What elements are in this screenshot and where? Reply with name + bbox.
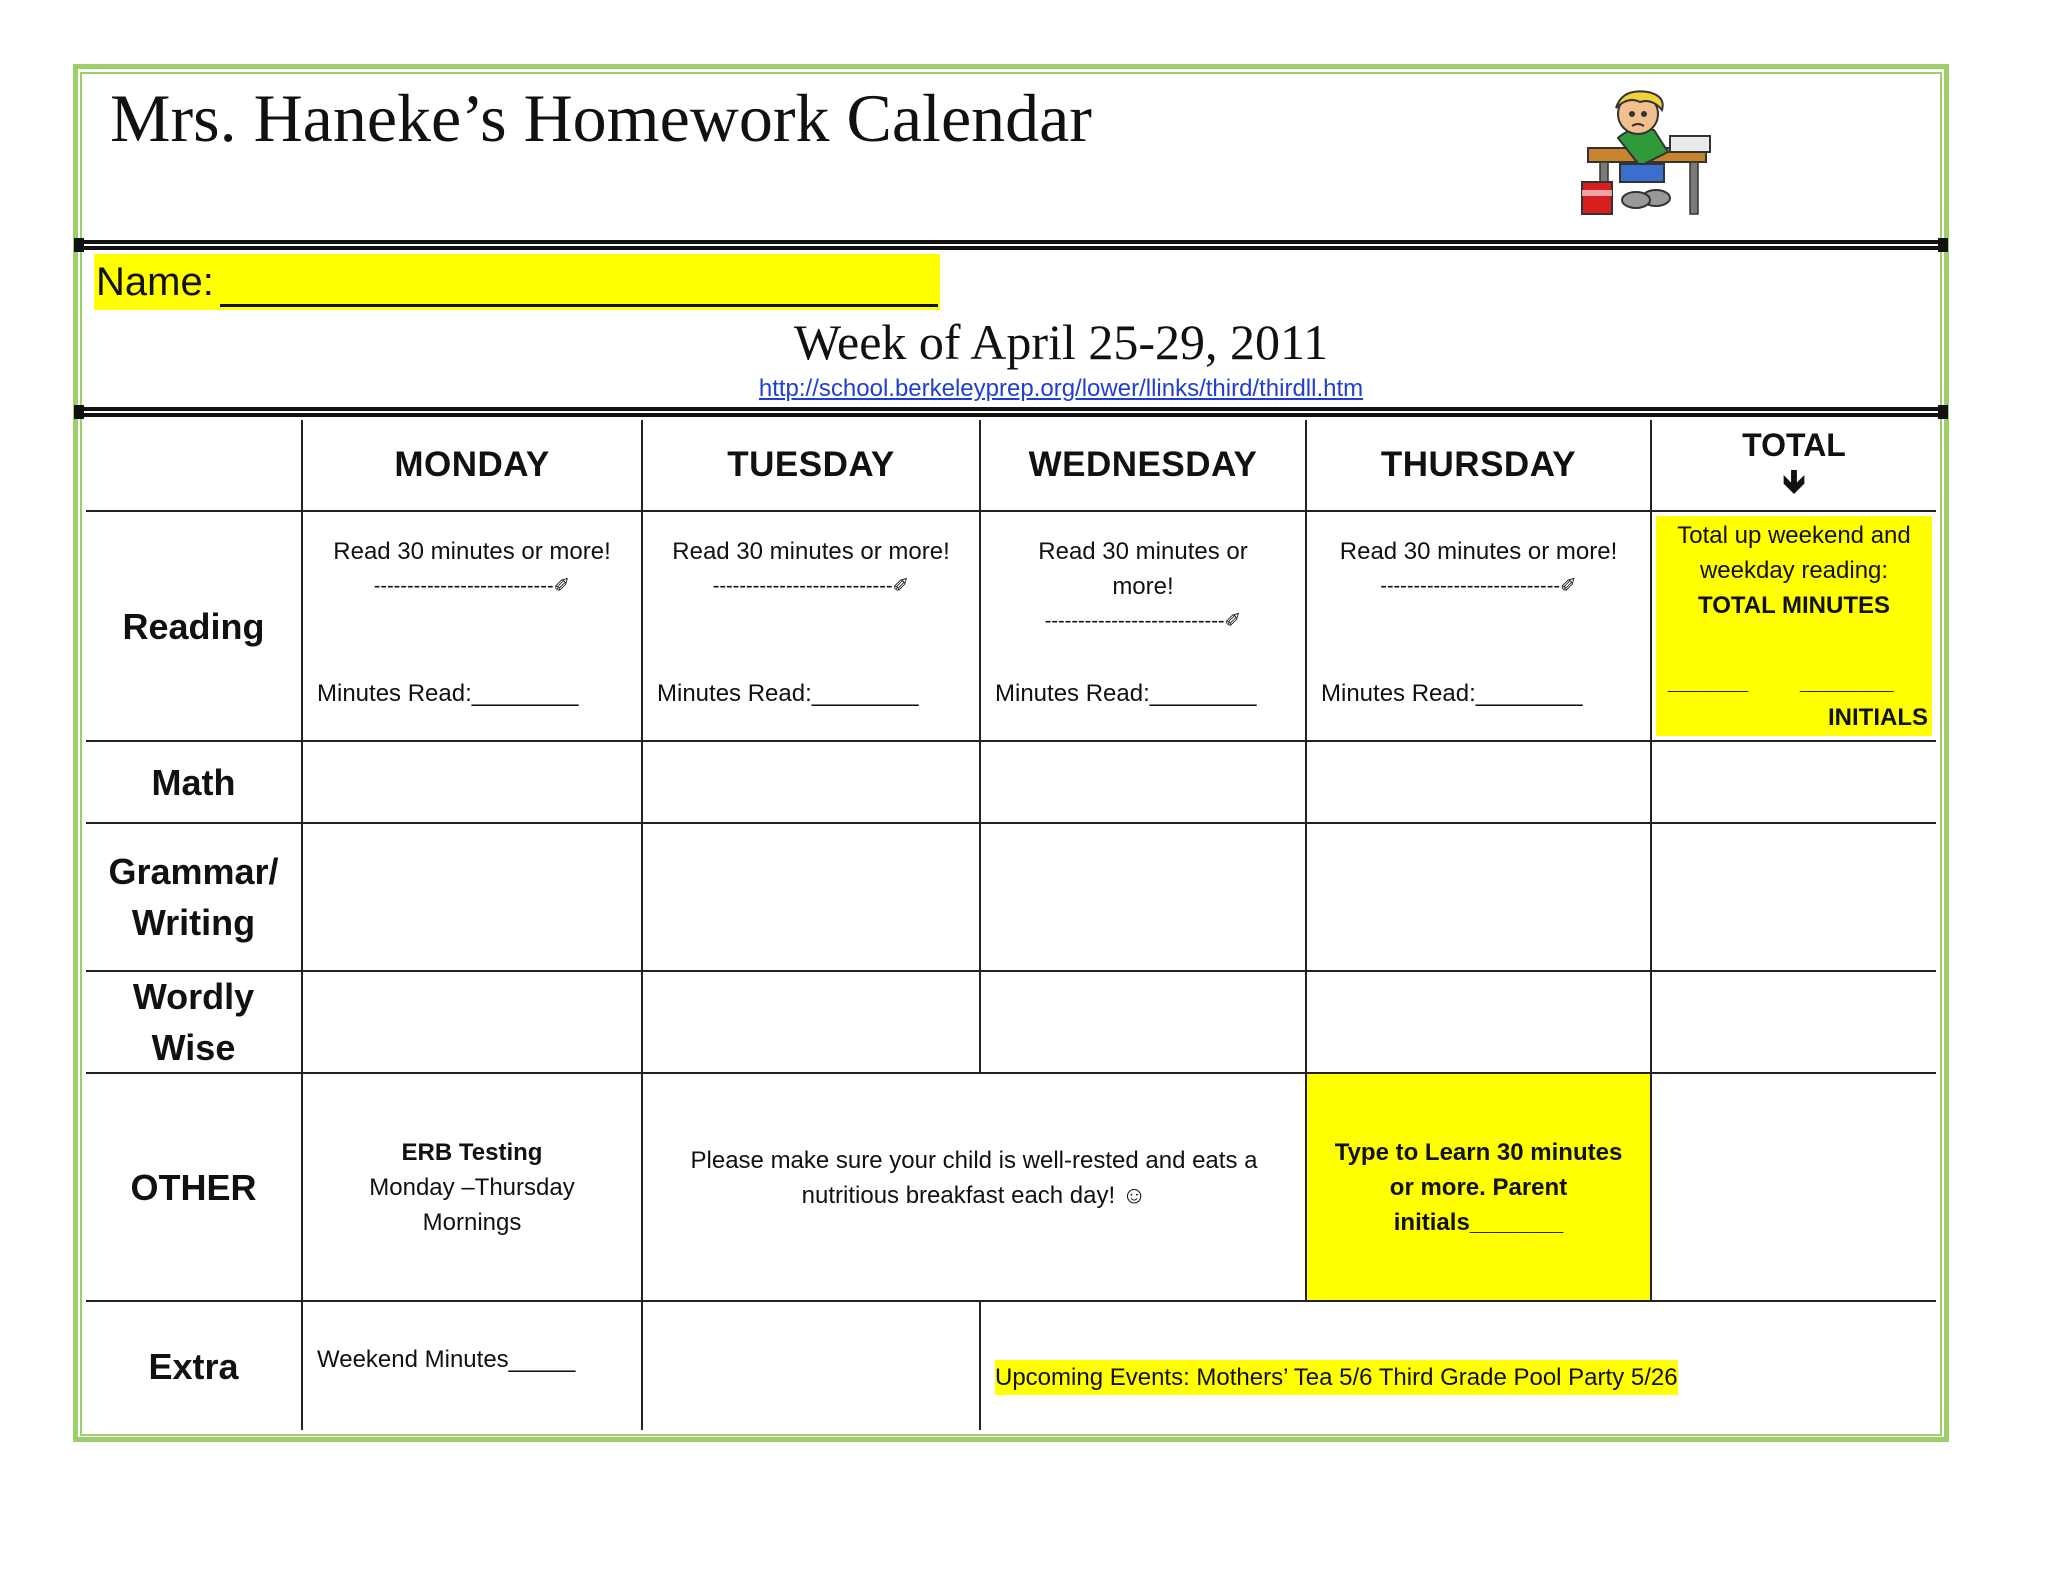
table-rule bbox=[86, 822, 1936, 824]
header-rule-bottom bbox=[74, 407, 1948, 417]
row-extra: Extra bbox=[148, 1345, 239, 1387]
reading-instruction: Read 30 minutes or more! bbox=[672, 538, 950, 565]
reading-thursday bbox=[1307, 512, 1650, 740]
reading-instruction: Read 30 minutes or more! bbox=[333, 538, 611, 565]
total-instruction-line1: Total up weekend and bbox=[1677, 522, 1911, 549]
header-wednesday: WEDNESDAY bbox=[1028, 445, 1258, 484]
rule-cap bbox=[74, 405, 84, 419]
rule-cap bbox=[74, 238, 84, 252]
table-rule bbox=[86, 740, 1936, 742]
row-wordly-line2: Wise bbox=[151, 1027, 236, 1068]
name-underline bbox=[220, 304, 938, 307]
class-links-url[interactable]: http://school.berkeleyprep.org/lower/llinks/third/thirdll.htm bbox=[758, 375, 1364, 402]
type-to-learn-line2: or more. Parent bbox=[1389, 1173, 1568, 1201]
initials-label: INITIALS bbox=[1828, 704, 1928, 731]
header-rule-top bbox=[74, 240, 1948, 250]
reading-instruction: Read 30 minutes or more! bbox=[1339, 538, 1618, 565]
total-instruction-line2: weekday reading: bbox=[1699, 557, 1889, 584]
reading-divider: ---------------------------✐ bbox=[712, 575, 910, 597]
reading-instruction-line1: Read 30 minutes or bbox=[1038, 538, 1248, 565]
header-monday: MONDAY bbox=[394, 445, 550, 484]
table-rule bbox=[1650, 420, 1652, 1300]
initials-field[interactable]: _______ bbox=[1800, 668, 1894, 695]
week-heading: Week of April 25-29, 2011 bbox=[793, 314, 1329, 370]
row-other: OTHER bbox=[130, 1166, 257, 1208]
minutes-read-field[interactable]: Minutes Read:________ bbox=[317, 680, 579, 707]
weekend-minutes-field[interactable]: Weekend Minutes_____ bbox=[317, 1346, 576, 1373]
erb-testing-days: Monday –Thursday bbox=[369, 1173, 575, 1201]
page-title: Mrs. Haneke’s Homework Calendar bbox=[110, 80, 1092, 156]
row-grammar-writing bbox=[86, 824, 301, 970]
erb-testing-title: ERB Testing bbox=[401, 1138, 543, 1166]
rule-cap bbox=[1938, 405, 1948, 419]
header-total bbox=[1652, 420, 1936, 510]
total-minutes-field[interactable]: ______ bbox=[1668, 668, 1749, 695]
student-at-desk-icon bbox=[1570, 86, 1730, 238]
row-wordly-line1: Wordly bbox=[132, 976, 255, 1017]
other-monday bbox=[303, 1074, 641, 1300]
upcoming-events: Upcoming Events: Mothers’ Tea 5/6 Third Grade Pool Party 5/26 bbox=[995, 1360, 1678, 1395]
reading-divider: ---------------------------✐ bbox=[1380, 575, 1577, 597]
rule-cap bbox=[1938, 238, 1948, 252]
reading-wednesday bbox=[981, 512, 1305, 740]
header-thursday: THURSDAY bbox=[1380, 445, 1577, 484]
type-to-learn-line1: Type to Learn 30 minutes bbox=[1334, 1138, 1623, 1166]
table-rule bbox=[86, 970, 1936, 972]
table-rule bbox=[86, 1300, 1936, 1302]
other-note bbox=[643, 1074, 1305, 1300]
total-label: TOTAL bbox=[1742, 427, 1846, 463]
reading-instruction-line2: more! bbox=[1112, 573, 1174, 600]
header-tuesday: TUESDAY bbox=[727, 445, 895, 484]
type-to-learn-box bbox=[1307, 1074, 1650, 1300]
row-reading: Reading bbox=[122, 605, 265, 647]
breakfast-note-line2: nutritious breakfast each day! ☺ bbox=[801, 1182, 1147, 1209]
reading-divider: ---------------------------✐ bbox=[373, 575, 571, 597]
homework-table bbox=[86, 420, 1936, 1430]
table-rule bbox=[979, 1300, 981, 1430]
minutes-read-field[interactable]: Minutes Read:________ bbox=[1321, 680, 1583, 707]
minutes-read-field[interactable]: Minutes Read:________ bbox=[995, 680, 1257, 707]
reading-divider: ---------------------------✐ bbox=[1044, 610, 1242, 632]
parent-initials-field[interactable]: initials_______ bbox=[1393, 1208, 1564, 1236]
total-reading-box bbox=[1656, 516, 1932, 736]
breakfast-note-line1: Please make sure your child is well-rested and eats a bbox=[690, 1147, 1258, 1174]
name-field[interactable] bbox=[94, 254, 940, 310]
row-grammar-line2: Writing bbox=[131, 902, 256, 943]
row-math: Math bbox=[151, 761, 236, 803]
row-wordly-wise bbox=[86, 972, 301, 1072]
minutes-read-field[interactable]: Minutes Read:________ bbox=[657, 680, 919, 707]
erb-testing-time: Mornings bbox=[422, 1208, 522, 1236]
row-grammar-line1: Grammar/ bbox=[108, 851, 279, 892]
name-label: Name: bbox=[96, 260, 214, 304]
arrow-down-icon: 🡻 bbox=[1782, 463, 1806, 499]
reading-monday bbox=[303, 512, 641, 740]
reading-tuesday bbox=[643, 512, 979, 740]
total-minutes-label: TOTAL MINUTES bbox=[1698, 592, 1890, 619]
